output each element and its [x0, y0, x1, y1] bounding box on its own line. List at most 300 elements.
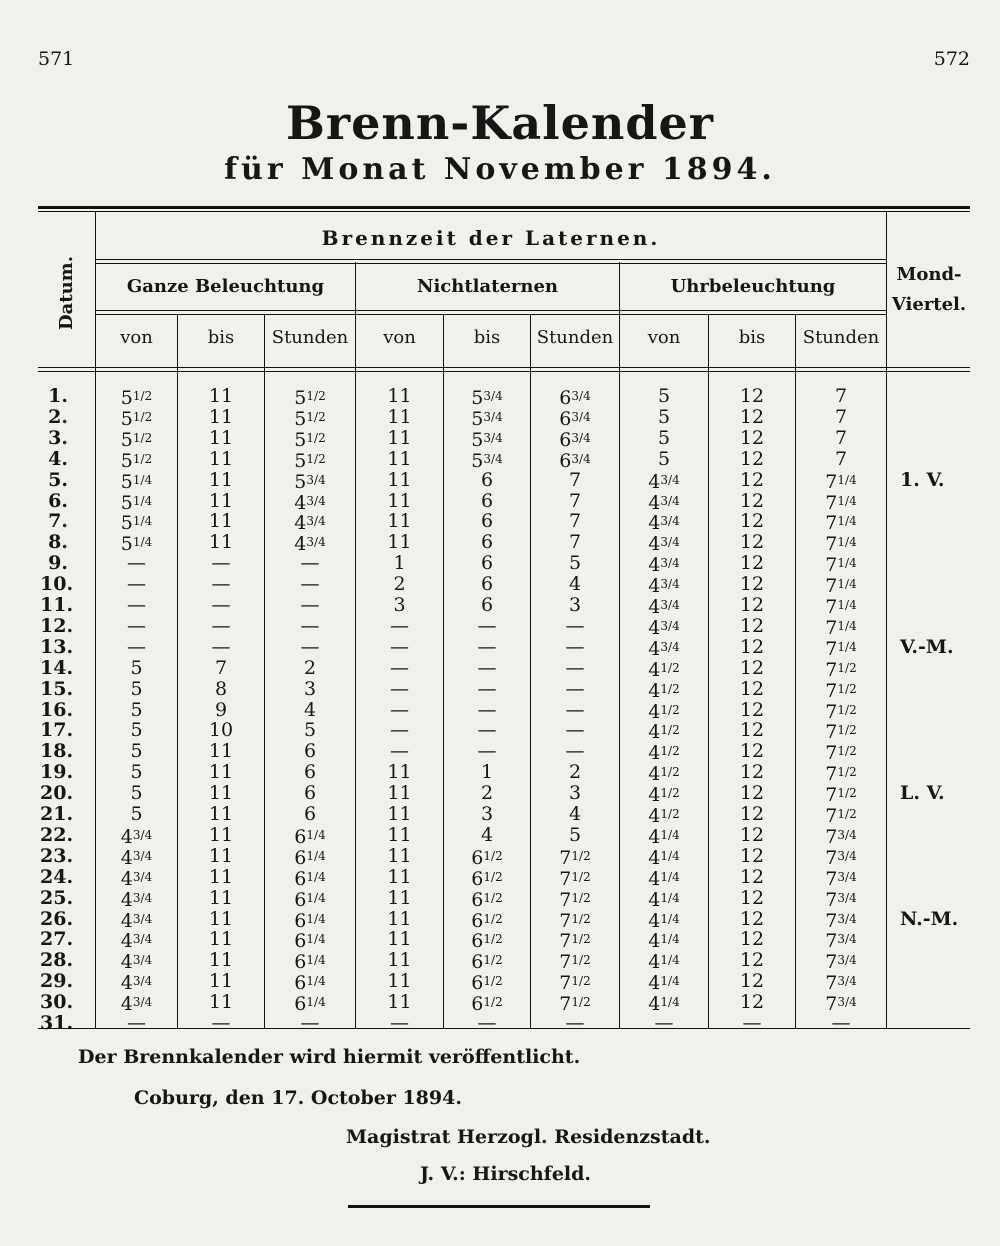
- cell-uhr-bis: 12: [739, 447, 765, 470]
- sub-header: Stunden: [271, 327, 349, 348]
- cell-nicht-von: 11: [387, 385, 412, 407]
- cell-uhr-stunden: 7: [834, 385, 848, 407]
- cell-ganze-von: 5: [130, 698, 143, 721]
- cell-ganze-bis: 11: [208, 782, 234, 805]
- fraction-part: 1/2: [306, 409, 326, 424]
- fraction-part: 3/4: [132, 932, 153, 947]
- cell-ganze-bis: 11: [208, 844, 234, 867]
- fraction-part: 3/4: [132, 995, 153, 1010]
- cell-ganze-bis: 11: [208, 531, 234, 554]
- fraction-part: 1/2: [837, 786, 857, 801]
- fraction-part: 1/2: [483, 932, 503, 947]
- fraction-part: 1/2: [571, 911, 591, 926]
- cell-uhr-stunden: 7: [834, 405, 848, 428]
- fraction-part: 3/4: [483, 409, 503, 424]
- page-number-right: 572: [933, 48, 970, 70]
- cell-nicht-von: 1: [393, 552, 406, 575]
- cell-ganze-bis: 11: [208, 761, 234, 784]
- cell-nicht-von: —: [390, 677, 409, 700]
- cell-nicht-stunden: 5: [568, 552, 582, 575]
- cell-nicht-stunden: —: [565, 635, 585, 658]
- cell-ganze-von: $4^{3/4}$: [120, 993, 153, 1016]
- cell-nicht-bis: $6^{1/2}$: [471, 972, 503, 995]
- cell-uhr-stunden: $7^{3/4}$: [825, 846, 857, 869]
- cell-ganze-stunden: $6^{1/4}$: [294, 951, 326, 974]
- cell-ganze-bis: —: [211, 1012, 231, 1034]
- fraction-part: 1/2: [571, 869, 591, 884]
- cell-ganze-stunden: $6^{1/4}$: [294, 867, 326, 890]
- cell-uhr-von: $4^{1/2}$: [648, 784, 680, 807]
- cell-nicht-bis: 6: [480, 468, 494, 491]
- cell-nicht-bis: —: [477, 677, 497, 700]
- cell-uhr-von: $4^{1/4}$: [648, 846, 680, 869]
- cell-date: 26.: [40, 907, 74, 930]
- closing-rule: [348, 1205, 650, 1208]
- cell-uhr-bis: 12: [739, 552, 765, 575]
- cell-nicht-bis: 4: [480, 823, 494, 846]
- fraction-part: 3/4: [660, 472, 680, 487]
- cell-uhr-stunden: —: [831, 1012, 851, 1034]
- fraction-part: 1/2: [660, 786, 680, 801]
- header-rule: [96, 310, 886, 311]
- cell-nicht-bis: 2: [480, 782, 494, 805]
- fraction-part: 3/4: [837, 827, 857, 842]
- cell-ganze-stunden: $6^{1/4}$: [294, 888, 326, 911]
- cell-uhr-stunden: $7^{1/4}$: [825, 554, 857, 577]
- cell-nicht-bis: 6: [480, 489, 494, 512]
- cell-uhr-von: $4^{1/2}$: [648, 679, 680, 702]
- fraction-part: 1/2: [132, 430, 153, 445]
- cell-uhr-stunden: $7^{1/2}$: [825, 805, 857, 828]
- cell-nicht-stunden: $6^{3/4}$: [559, 408, 591, 431]
- cell-ganze-stunden: 6: [303, 782, 317, 805]
- cell-uhr-bis: 12: [739, 426, 765, 449]
- cell-uhr-bis: 12: [739, 719, 765, 742]
- cell-ganze-stunden: $4^{3/4}$: [294, 512, 326, 535]
- fraction-part: 1/2: [132, 389, 153, 403]
- fraction-part: 1/2: [571, 953, 591, 968]
- fraction-part: 3/4: [837, 848, 857, 863]
- cell-date: 11.: [40, 594, 74, 616]
- cell-date: 19.: [40, 761, 74, 784]
- cell-ganze-von: $5^{1/4}$: [120, 470, 153, 493]
- cell-uhr-stunden: $7^{1/2}$: [825, 679, 857, 702]
- fraction-part: 1/4: [660, 932, 680, 947]
- cell-date: 6.: [48, 489, 68, 512]
- cell-uhr-bis: 12: [739, 468, 765, 491]
- cell-uhr-von: $4^{3/4}$: [648, 637, 680, 660]
- cell-ganze-stunden: $5^{1/2}$: [294, 408, 326, 431]
- fraction-part: 3/4: [660, 514, 680, 529]
- cell-uhr-von: 5: [657, 385, 671, 407]
- cell-date: 23.: [40, 844, 74, 867]
- fraction-part: 1/2: [660, 765, 680, 780]
- cell-uhr-bis: 12: [739, 991, 765, 1014]
- fraction-part: 1/2: [837, 702, 857, 717]
- cell-uhr-stunden: $7^{3/4}$: [825, 909, 857, 932]
- fraction-part: 1/4: [306, 869, 326, 884]
- cell-uhr-bis: 12: [739, 803, 765, 825]
- cell-ganze-von: $5^{1/4}$: [120, 512, 153, 535]
- cell-nicht-stunden: 4: [568, 573, 582, 596]
- cell-uhr-von: $4^{1/4}$: [648, 951, 680, 974]
- cell-uhr-stunden: $7^{1/2}$: [825, 784, 857, 807]
- cell-ganze-stunden: $5^{1/2}$: [294, 449, 326, 472]
- cell-nicht-bis: $5^{3/4}$: [471, 449, 503, 472]
- cell-date: 2.: [48, 405, 68, 428]
- cell-nicht-bis: $6^{1/2}$: [471, 867, 503, 890]
- cell-nicht-stunden: 7: [568, 531, 582, 554]
- cell-nicht-von: 11: [387, 949, 412, 972]
- fraction-part: 1/4: [306, 911, 326, 926]
- cell-uhr-von: $4^{1/2}$: [648, 721, 680, 744]
- cell-uhr-stunden: 7: [834, 426, 848, 449]
- fraction-part: 3/4: [483, 430, 503, 445]
- cell-nicht-bis: 1: [480, 761, 494, 784]
- fraction-part: 3/4: [837, 890, 857, 905]
- cell-ganze-bis: 11: [208, 468, 234, 491]
- cell-ganze-bis: 11: [208, 489, 234, 512]
- cell-uhr-stunden: $7^{1/4}$: [825, 470, 857, 493]
- sub-header: bis: [738, 327, 766, 348]
- cell-ganze-von: 5: [130, 719, 143, 742]
- cell-uhr-von: $4^{1/2}$: [648, 742, 680, 765]
- fraction-part: 3/4: [132, 911, 153, 926]
- table-top-rule-thin: [38, 211, 970, 212]
- fraction-part: 1/4: [132, 535, 153, 550]
- cell-date: 8.: [48, 531, 68, 554]
- mond-viertel-header: [888, 260, 970, 320]
- cell-nicht-von: —: [390, 740, 409, 763]
- cell-ganze-von: $4^{3/4}$: [120, 846, 153, 869]
- cell-ganze-stunden: 6: [303, 740, 317, 763]
- fraction-part: 1/2: [837, 744, 857, 759]
- cell-nicht-von: —: [390, 1012, 409, 1034]
- cell-nicht-von: 11: [387, 823, 412, 846]
- cell-nicht-bis: —: [477, 740, 497, 763]
- fraction-part: 1/2: [837, 681, 857, 696]
- fraction-part: 3/4: [132, 890, 153, 905]
- cell-ganze-von: —: [127, 635, 146, 658]
- cell-ganze-von: $5^{1/4}$: [120, 533, 153, 556]
- cell-nicht-von: 11: [387, 865, 412, 888]
- cell-nicht-stunden: —: [565, 656, 585, 679]
- cell-ganze-stunden: $6^{1/4}$: [294, 972, 326, 995]
- cell-uhr-stunden: $7^{3/4}$: [825, 930, 857, 953]
- cell-uhr-stunden: $7^{3/4}$: [825, 993, 857, 1016]
- cell-nicht-stunden: 7: [568, 489, 582, 512]
- cell-ganze-bis: 11: [208, 823, 234, 846]
- fraction-part: 1/4: [837, 493, 857, 508]
- cell-ganze-stunden: —: [300, 1012, 320, 1034]
- cell-ganze-von: $4^{3/4}$: [120, 951, 153, 974]
- cell-ganze-bis: 11: [208, 426, 234, 449]
- cell-uhr-bis: 12: [739, 510, 765, 533]
- fraction-part: 3/4: [837, 995, 857, 1010]
- cell-nicht-von: —: [390, 719, 409, 742]
- cell-date: 16.: [40, 698, 74, 721]
- cell-uhr-bis: 12: [739, 489, 765, 512]
- cell-nicht-bis: $5^{3/4}$: [471, 408, 503, 431]
- cell-nicht-stunden: $7^{1/2}$: [559, 993, 591, 1016]
- fraction-part: 1/2: [132, 451, 153, 466]
- cell-nicht-stunden: $7^{1/2}$: [559, 972, 591, 995]
- cell-uhr-bis: 12: [739, 614, 765, 637]
- header-rule: [96, 259, 886, 260]
- cell-uhr-bis: 12: [739, 573, 765, 596]
- cell-nicht-von: 11: [387, 907, 412, 930]
- cell-ganze-von: $4^{3/4}$: [120, 972, 153, 995]
- cell-date: 7.: [48, 510, 68, 533]
- cell-ganze-von: —: [127, 1012, 146, 1034]
- cell-ganze-bis: 11: [208, 740, 234, 763]
- fraction-part: 3/4: [660, 577, 680, 592]
- cell-ganze-von: 5: [130, 656, 143, 679]
- cell-uhr-von: $4^{1/4}$: [648, 888, 680, 911]
- cell-ganze-von: —: [127, 614, 146, 637]
- cell-uhr-von: $4^{1/4}$: [648, 826, 680, 849]
- cell-date: 30.: [40, 991, 74, 1014]
- cell-date: 28.: [40, 949, 74, 972]
- cell-nicht-bis: 6: [480, 552, 494, 575]
- fraction-part: 3/4: [306, 514, 326, 529]
- cell-mond: V.-M.: [900, 635, 954, 658]
- cell-uhr-bis: 12: [739, 782, 765, 805]
- cell-nicht-bis: $6^{1/2}$: [471, 888, 503, 911]
- cell-nicht-von: 11: [387, 510, 412, 533]
- cell-ganze-stunden: 4: [303, 698, 317, 721]
- cell-nicht-von: 11: [387, 426, 412, 449]
- cell-uhr-von: $4^{1/2}$: [648, 658, 680, 681]
- cell-ganze-von: 5: [130, 761, 143, 784]
- cell-ganze-stunden: $6^{1/4}$: [294, 993, 326, 1016]
- cell-nicht-bis: $6^{1/2}$: [471, 930, 503, 953]
- cell-uhr-bis: 12: [739, 405, 765, 428]
- cell-uhr-stunden: $7^{1/4}$: [825, 617, 857, 640]
- fraction-part: 1/2: [660, 723, 680, 738]
- cell-date: 14.: [40, 656, 74, 679]
- datum-header: Datum.: [55, 256, 77, 330]
- cell-uhr-von: $4^{3/4}$: [648, 470, 680, 493]
- cell-nicht-von: 11: [387, 468, 412, 491]
- cell-nicht-bis: —: [477, 719, 497, 742]
- cell-ganze-stunden: $5^{3/4}$: [294, 470, 326, 493]
- cell-ganze-bis: —: [211, 552, 231, 575]
- fraction-part: 1/4: [660, 995, 680, 1010]
- cell-uhr-bis: —: [742, 1012, 762, 1034]
- fraction-part: 1/4: [660, 911, 680, 926]
- cell-date: 22.: [40, 823, 74, 846]
- cell-nicht-bis: $6^{1/2}$: [471, 993, 503, 1016]
- fraction-part: 1/4: [837, 514, 857, 529]
- cell-uhr-stunden: $7^{1/2}$: [825, 742, 857, 765]
- cell-uhr-von: $4^{1/4}$: [648, 993, 680, 1016]
- cell-nicht-stunden: 3: [568, 594, 582, 616]
- cell-nicht-von: 11: [387, 886, 412, 909]
- cell-uhr-bis: 12: [739, 656, 765, 679]
- cell-nicht-stunden: 2: [568, 761, 582, 784]
- sub-header: bis: [207, 327, 235, 348]
- fraction-part: 3/4: [571, 389, 591, 403]
- cell-date: 9.: [48, 552, 68, 575]
- cell-nicht-stunden: —: [565, 1012, 585, 1034]
- cell-uhr-bis: 12: [739, 385, 765, 407]
- cell-uhr-stunden: $7^{1/4}$: [825, 596, 857, 619]
- fraction-part: 3/4: [306, 535, 326, 550]
- cell-uhr-von: 5: [657, 426, 671, 449]
- cell-uhr-bis: 12: [739, 698, 765, 721]
- fraction-part: 1/4: [132, 493, 153, 508]
- cell-uhr-von: $4^{3/4}$: [648, 533, 680, 556]
- fraction-part: 3/4: [483, 451, 503, 466]
- fraction-part: 1/2: [306, 430, 326, 445]
- cell-nicht-stunden: —: [565, 740, 585, 763]
- cell-nicht-bis: —: [477, 698, 497, 721]
- cell-nicht-von: 11: [387, 405, 412, 428]
- cell-nicht-von: —: [390, 698, 409, 721]
- cell-uhr-stunden: $7^{3/4}$: [825, 888, 857, 911]
- cell-nicht-stunden: 4: [568, 803, 582, 825]
- cell-uhr-bis: 12: [739, 594, 765, 616]
- cell-uhr-stunden: $7^{1/4}$: [825, 512, 857, 535]
- footer-signature: J. V.: Hirschfeld.: [420, 1163, 592, 1185]
- cell-nicht-stunden: 7: [568, 468, 582, 491]
- cell-ganze-stunden: 3: [303, 677, 317, 700]
- cell-nicht-von: 11: [387, 991, 412, 1014]
- cell-ganze-stunden: $4^{3/4}$: [294, 533, 326, 556]
- cell-ganze-bis: —: [211, 573, 231, 596]
- cell-uhr-bis: 12: [739, 844, 765, 867]
- cell-nicht-stunden: $7^{1/2}$: [559, 846, 591, 869]
- fraction-part: 1/2: [132, 409, 153, 424]
- cell-nicht-bis: 6: [480, 510, 494, 533]
- cell-uhr-von: $4^{1/4}$: [648, 909, 680, 932]
- fraction-part: 3/4: [837, 869, 857, 884]
- cell-ganze-stunden: 2: [303, 656, 317, 679]
- cell-nicht-von: 11: [387, 970, 412, 993]
- fraction-part: 1/2: [837, 807, 857, 821]
- fraction-part: 1/4: [306, 932, 326, 947]
- cell-nicht-stunden: $7^{1/2}$: [559, 888, 591, 911]
- fraction-part: 1/2: [837, 660, 857, 675]
- cell-nicht-von: 11: [387, 489, 412, 512]
- cell-ganze-bis: 7: [214, 656, 228, 679]
- cell-uhr-stunden: $7^{3/4}$: [825, 826, 857, 849]
- cell-ganze-bis: 11: [208, 405, 234, 428]
- cell-ganze-bis: 8: [214, 677, 228, 700]
- cell-uhr-von: $4^{1/4}$: [648, 930, 680, 953]
- cell-nicht-stunden: $7^{1/2}$: [559, 951, 591, 974]
- cell-nicht-von: 11: [387, 803, 412, 825]
- fraction-part: 1/2: [660, 807, 680, 821]
- fraction-part: 3/4: [660, 598, 680, 612]
- cell-uhr-bis: 12: [739, 865, 765, 888]
- header-rule: [96, 263, 886, 264]
- fraction-part: 1/4: [660, 953, 680, 968]
- fraction-part: 1/2: [660, 702, 680, 717]
- fraction-part: 1/4: [837, 472, 857, 487]
- cell-ganze-von: —: [127, 552, 146, 575]
- cell-uhr-von: $4^{3/4}$: [648, 554, 680, 577]
- fraction-part: 1/2: [571, 995, 591, 1010]
- cell-uhr-bis: 12: [739, 635, 765, 658]
- cell-nicht-stunden: $6^{3/4}$: [559, 449, 591, 472]
- cell-uhr-stunden: $7^{1/2}$: [825, 763, 857, 786]
- cell-ganze-von: 5: [130, 782, 143, 805]
- cell-date: 25.: [40, 886, 74, 909]
- cell-ganze-stunden: —: [300, 573, 320, 596]
- cell-date: 27.: [40, 928, 74, 951]
- fraction-part: 3/4: [132, 848, 153, 863]
- cell-ganze-bis: 11: [208, 865, 234, 888]
- cell-nicht-von: 11: [387, 928, 412, 951]
- fraction-part: 1/2: [483, 911, 503, 926]
- cell-uhr-stunden: $7^{1/2}$: [825, 700, 857, 723]
- cell-uhr-von: $4^{1/4}$: [648, 867, 680, 890]
- fraction-part: 1/4: [306, 848, 326, 863]
- fraction-part: 1/2: [660, 744, 680, 759]
- fraction-part: 3/4: [483, 389, 503, 403]
- cell-nicht-bis: —: [477, 635, 497, 658]
- fraction-part: 1/2: [660, 660, 680, 675]
- fraction-part: 1/4: [837, 639, 857, 654]
- cell-nicht-von: 11: [387, 844, 412, 867]
- sub-header: bis: [473, 327, 501, 348]
- cell-ganze-stunden: 5: [303, 719, 317, 742]
- cell-nicht-stunden: $6^{3/4}$: [559, 387, 591, 410]
- fraction-part: 1/2: [306, 451, 326, 466]
- fraction-part: 1/4: [132, 514, 153, 529]
- fraction-part: 3/4: [837, 932, 857, 947]
- cell-uhr-stunden: $7^{1/4}$: [825, 575, 857, 598]
- cell-uhr-bis: 12: [739, 970, 765, 993]
- fraction-part: 1/2: [483, 953, 503, 968]
- cell-ganze-stunden: $6^{1/4}$: [294, 826, 326, 849]
- cell-ganze-stunden: $6^{1/4}$: [294, 846, 326, 869]
- cell-nicht-bis: $6^{1/2}$: [471, 951, 503, 974]
- cell-uhr-von: $4^{1/4}$: [648, 972, 680, 995]
- cell-ganze-von: 5: [130, 740, 143, 763]
- fraction-part: 1/4: [660, 974, 680, 989]
- cell-nicht-von: —: [390, 656, 409, 679]
- cell-nicht-bis: $5^{3/4}$: [471, 428, 503, 451]
- fraction-part: 3/4: [660, 493, 680, 508]
- fraction-part: 1/2: [483, 974, 503, 989]
- sub-header: von: [647, 327, 681, 348]
- fraction-part: 1/2: [306, 389, 326, 403]
- cell-date: 18.: [40, 740, 74, 763]
- cell-ganze-von: —: [127, 573, 146, 596]
- cell-date: 13.: [40, 635, 74, 658]
- fraction-part: 3/4: [306, 493, 326, 508]
- cell-nicht-bis: 6: [480, 594, 494, 616]
- cell-nicht-stunden: $6^{3/4}$: [559, 428, 591, 451]
- cell-nicht-bis: $6^{1/2}$: [471, 846, 503, 869]
- cell-nicht-von: —: [390, 614, 409, 637]
- cell-ganze-bis: 9: [214, 698, 228, 721]
- group-header-nicht: Nichtlaternen: [416, 276, 559, 297]
- cell-ganze-stunden: 6: [303, 803, 317, 825]
- fraction-part: 3/4: [837, 974, 857, 989]
- cell-nicht-bis: —: [477, 656, 497, 679]
- fraction-part: 1/4: [837, 535, 857, 550]
- cell-date: 24.: [40, 865, 74, 888]
- cell-mond: 1. V.: [900, 468, 945, 491]
- cell-nicht-stunden: $7^{1/2}$: [559, 867, 591, 890]
- group-header-uhr: Uhrbeleuchtung: [670, 276, 836, 297]
- cell-date: 20.: [40, 782, 74, 805]
- cell-ganze-bis: —: [211, 635, 231, 658]
